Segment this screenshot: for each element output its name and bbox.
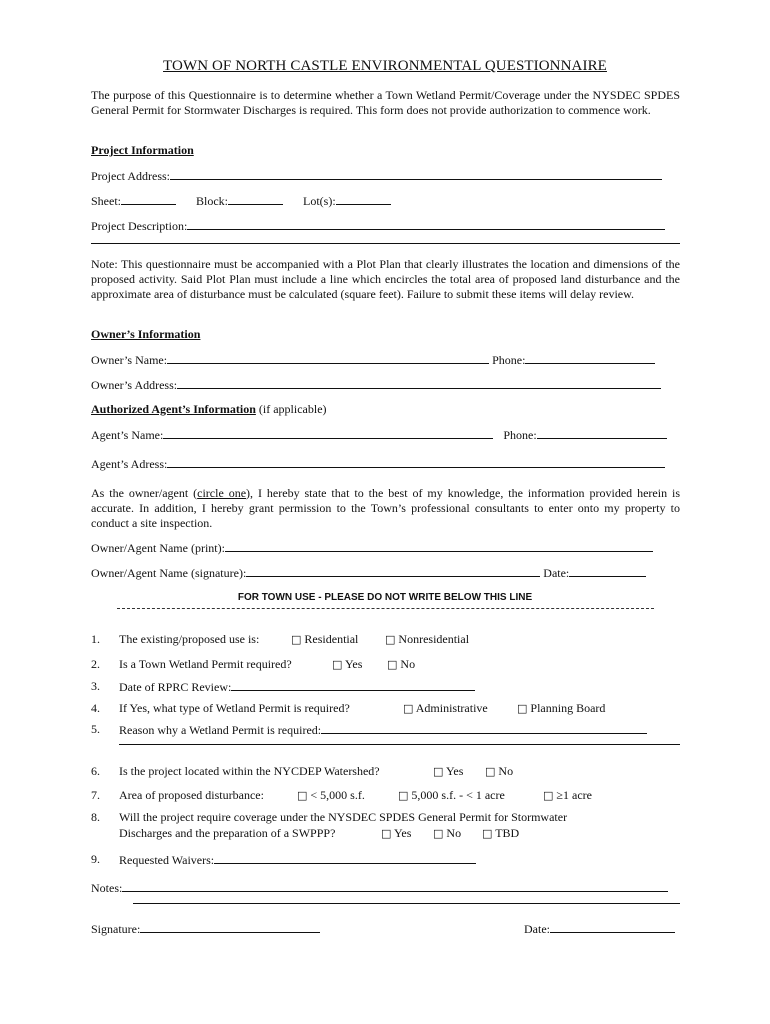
project-description-label: Project Description:: [91, 219, 188, 233]
wetland-reason-field[interactable]: [321, 722, 647, 734]
q8-text-line-2: Discharges and the preparation of a SWPPP?: [119, 826, 336, 840]
checkbox-icon: □: [517, 702, 528, 715]
notes-label: Notes:: [91, 881, 123, 895]
agent-address-row: [91, 456, 680, 472]
block-field[interactable]: [228, 193, 283, 205]
signoff-date-label: Date:: [543, 566, 570, 580]
q6-number: 6.: [91, 764, 100, 778]
agent-phone-field[interactable]: [537, 427, 667, 439]
checkbox-icon: □: [385, 633, 396, 646]
q1-text: The existing/proposed use is:: [119, 632, 260, 646]
project-info-heading: Project Information: [91, 143, 194, 157]
checkbox-icon: □: [403, 702, 414, 715]
project-description-row: [91, 218, 680, 234]
q7-number: 7.: [91, 788, 100, 802]
owner-phone-field[interactable]: [525, 352, 655, 364]
checkbox-icon: □: [433, 827, 444, 840]
q1-option-nonresidential[interactable]: □ Nonresidential: [385, 632, 470, 646]
checkbox-icon: □: [291, 633, 302, 646]
sheet-label: Sheet:: [91, 194, 121, 208]
signature-name-field[interactable]: [246, 565, 540, 577]
owner-name-label: Owner’s Name:: [91, 353, 168, 367]
sheet-field[interactable]: [121, 193, 176, 205]
project-address-label: Project Address:: [91, 169, 170, 183]
owner-phone-label: Phone:: [492, 353, 526, 367]
notes-row: [91, 880, 680, 896]
notes-field[interactable]: [122, 880, 668, 892]
owner-agent-print-row: [91, 540, 680, 556]
q3-row: Date of RPRC Review:: [119, 679, 475, 695]
requested-waivers-field[interactable]: [214, 852, 476, 864]
footer-date-row: [524, 921, 675, 937]
agent-info-heading: Authorized Agent’s Information (if applicable): [91, 402, 327, 416]
agent-name-field[interactable]: [163, 427, 493, 439]
q1-option-residential[interactable]: □ Residential: [291, 632, 359, 646]
q4-option-administrative[interactable]: □ Administrative: [403, 701, 488, 715]
checkbox-icon: □: [381, 827, 392, 840]
agent-name-label: Agent’s Name:: [91, 428, 164, 442]
print-name-field[interactable]: [225, 540, 653, 552]
checkbox-icon: □: [482, 827, 493, 840]
agent-phone-label: Phone:: [503, 428, 537, 442]
note-paragraph: Note: This questionnaire must be accompanied with a Plot Plan that clearly illustrates the location and dimensions of the proposed activity. Said Plot Plan must include a line which encircles the total area of proposed land disturbance and the approximate area of disturbance must be calculated (square feet). Failure to submit these items will delay review.: [91, 257, 680, 301]
print-name-label: Owner/Agent Name (print):: [91, 541, 225, 555]
owner-address-field[interactable]: [177, 377, 661, 389]
lot-field[interactable]: [336, 193, 391, 205]
q6-option-yes[interactable]: □ Yes: [433, 764, 464, 778]
project-address-row: [91, 168, 680, 184]
q7-option-under-5000[interactable]: □ < 5,000 s.f.: [297, 788, 365, 802]
q8-text-line-1: Will the project require coverage under the NYSDEC SPDES General Permit for Stormwater: [119, 810, 568, 824]
town-use-banner: FOR TOWN USE - PLEASE DO NOT WRITE BELOW THIS LINE: [237, 592, 533, 603]
checkbox-icon: □: [433, 765, 444, 778]
owner-name-row: [91, 352, 680, 368]
owner-statement: As the owner/agent (circle one), I hereby state that to the best of my knowledge, the information provided herein is accurate. In addition, I hereby grant permission to the Town’s professional consultants to enter onto my property to conduct a site inspection.: [91, 486, 681, 530]
intro-paragraph: The purpose of this Questionnaire is to determine whether a Town Wetland Permit/Coverage under the NYSDEC SPDES General Permit for Stormwater Discharges is required. This form does not provide authorization to commence work.: [91, 88, 680, 117]
project-description-line-2[interactable]: [91, 243, 680, 244]
q4-text: If Yes, what type of Wetland Permit is required?: [119, 701, 350, 715]
owner-address-row: [91, 377, 680, 393]
q1-number: 1.: [91, 632, 100, 646]
owner-address-label: Owner’s Address:: [91, 378, 178, 392]
q8-option-yes[interactable]: □ Yes: [381, 826, 412, 840]
q2-option-no[interactable]: □ No: [387, 657, 416, 671]
project-description-field[interactable]: [187, 218, 665, 230]
owner-agent-signature-row: [91, 565, 680, 581]
agent-name-row: [91, 427, 680, 443]
block-label: Block:: [196, 194, 228, 208]
q3-number: 3.: [91, 679, 100, 693]
q9-number: 9.: [91, 852, 100, 866]
signature-name-label: Owner/Agent Name (signature):: [91, 566, 247, 580]
q4-option-planning-board[interactable]: □ Planning Board: [517, 701, 606, 715]
q8-option-no[interactable]: □ No: [433, 826, 462, 840]
owner-name-field[interactable]: [167, 352, 489, 364]
sheet-block-lot-row: [91, 193, 680, 209]
footer-date-label: Date:: [524, 922, 550, 936]
footer-date-field[interactable]: [550, 921, 675, 933]
q2-text: Is a Town Wetland Permit required?: [119, 657, 292, 671]
notes-line-2[interactable]: [133, 903, 680, 904]
rprc-date-field[interactable]: [231, 679, 475, 691]
owner-info-heading: Owner’s Information: [91, 327, 201, 341]
q9-row: Requested Waivers:: [119, 852, 476, 868]
footer-signature-label: Signature:: [91, 922, 141, 936]
footer-signature-row: [91, 921, 320, 937]
cut-line-divider: [117, 608, 654, 609]
signoff-date-field[interactable]: [569, 565, 646, 577]
q8-option-tbd[interactable]: □ TBD: [482, 826, 520, 840]
q7-text: Area of proposed disturbance:: [119, 788, 264, 802]
agent-address-field[interactable]: [167, 456, 665, 468]
page-title: TOWN OF NORTH CASTLE ENVIRONMENTAL QUESTIONNAIRE: [163, 58, 607, 74]
checkbox-icon: □: [332, 658, 343, 671]
q6-option-no[interactable]: □ No: [485, 764, 514, 778]
q6-text: Is the project located within the NYCDEP Watershed?: [119, 764, 380, 778]
q5-number: 5.: [91, 722, 100, 736]
lot-label: Lot(s):: [303, 194, 336, 208]
checkbox-icon: □: [543, 789, 554, 802]
project-address-field[interactable]: [170, 168, 662, 180]
q2-number: 2.: [91, 657, 100, 671]
checkbox-icon: □: [387, 658, 398, 671]
q7-option-5000-to-acre[interactable]: □ 5,000 s.f. - < 1 acre: [398, 788, 505, 802]
checkbox-icon: □: [398, 789, 409, 802]
checkbox-icon: □: [297, 789, 308, 802]
q7-option-over-acre[interactable]: □ ≥1 acre: [543, 788, 592, 802]
q2-option-yes[interactable]: □ Yes: [332, 657, 363, 671]
q4-number: 4.: [91, 701, 100, 715]
footer-signature-field[interactable]: [140, 921, 320, 933]
wetland-reason-line-2[interactable]: [119, 744, 680, 745]
checkbox-icon: □: [485, 765, 496, 778]
q5-row: Reason why a Wetland Permit is required:: [119, 722, 647, 738]
q8-number: 8.: [91, 810, 100, 824]
agent-address-label: Agent’s Adress:: [91, 457, 168, 471]
